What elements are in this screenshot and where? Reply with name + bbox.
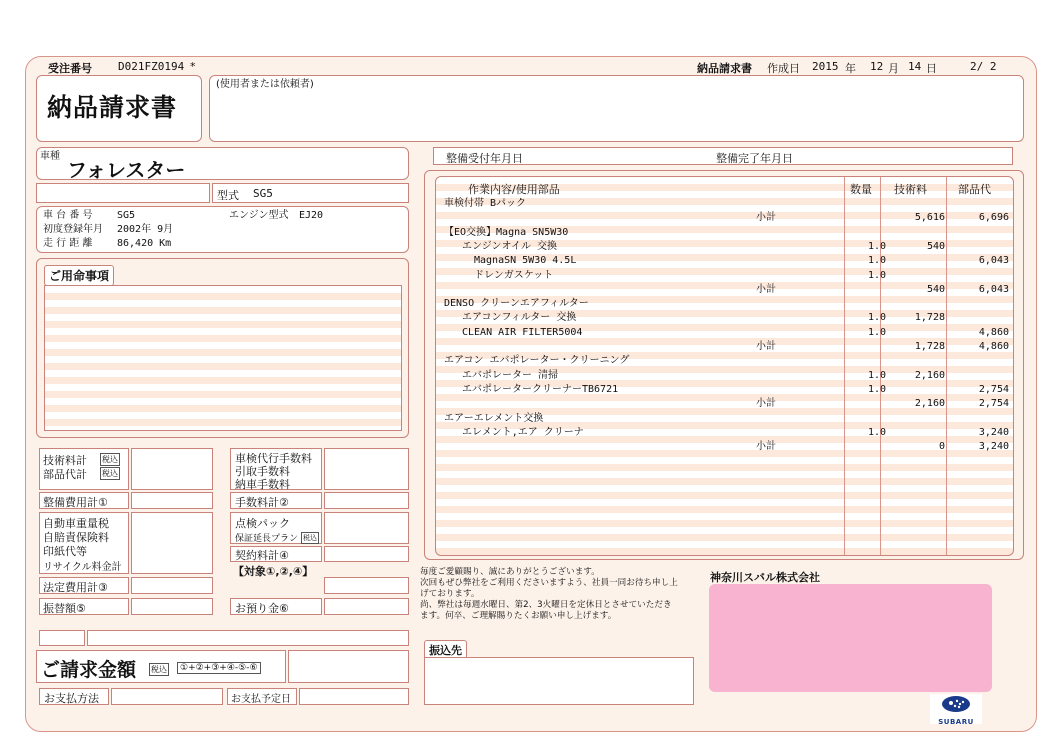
logo-text: SUBARU: [938, 718, 974, 726]
chassis-value: SG5: [117, 210, 136, 221]
legal-total-label-box: [39, 577, 129, 594]
table-row: [436, 440, 1013, 454]
quantity-cell: 1.0: [867, 269, 886, 281]
payment-due-label: お支払予定日: [231, 694, 291, 705]
requests-area[interactable]: [44, 285, 402, 431]
company-name: 神奈川スバル株式会社: [710, 571, 820, 584]
quantity-cell: 1.0: [867, 240, 886, 252]
fee-total-label-box: [230, 492, 322, 509]
table-row: [436, 283, 1013, 297]
requests-label: ご用命事項: [44, 265, 114, 286]
work-item-name: ドレンガスケット: [474, 269, 554, 281]
subaru-emblem-icon: [930, 694, 982, 714]
fee-total-label: 手数料計②: [235, 496, 289, 509]
subaru-logo: [930, 694, 982, 724]
completed-date-label: 整備完了年月日: [716, 152, 793, 165]
header-tech: 技術料: [894, 183, 927, 196]
payment-due-label-box: [227, 688, 297, 705]
parts-cost-cell: 2,754: [978, 398, 1009, 410]
quantity-cell: 1.0: [867, 255, 886, 267]
legal-total-value[interactable]: [131, 577, 213, 594]
blank-field: [36, 183, 210, 203]
first-reg-label: 初度登録年月: [43, 224, 103, 235]
tech-parts-value-box[interactable]: [131, 448, 213, 490]
received-date-label: 整備受付年月日: [446, 152, 523, 165]
table-row: [436, 211, 1013, 225]
tax-incl-badge: 税込: [151, 665, 167, 674]
liability-ins-label: 自賠責保険料: [43, 531, 109, 544]
fees-label-box: [230, 448, 322, 490]
subtotal-label: 小計: [756, 441, 776, 453]
thanks-line: 尚、弊社は毎週水曜日、第2、3火曜日を定休日とさせていただき: [420, 600, 672, 610]
fees-value-box[interactable]: [324, 448, 409, 490]
doc-title-small: 納品請求書: [697, 62, 752, 75]
table-row: [436, 311, 1013, 325]
created-month: 12: [870, 60, 884, 73]
transfer-value[interactable]: [131, 598, 213, 615]
tech-fee-cell: 2,160: [914, 398, 945, 410]
quantity-cell: 1.0: [867, 383, 886, 395]
parts-cost-cell: 4,860: [978, 326, 1009, 338]
mileage-label: 走 行 距 離: [43, 238, 93, 249]
tech-fee-cell: 2,160: [914, 369, 945, 381]
table-row: [436, 254, 1013, 268]
deposit-label-box: [230, 598, 322, 615]
title-box: [36, 75, 202, 142]
table-row: [436, 354, 1013, 368]
quantity-cell: 1.0: [867, 312, 886, 324]
quantity-cell: 1.0: [867, 326, 886, 338]
transfer-label-box: [39, 598, 129, 615]
pickup-fee-label: 引取手数料: [235, 465, 290, 478]
billing-amount[interactable]: [288, 650, 409, 683]
stamp-fee-label: 印紙代等: [43, 545, 87, 558]
contract-items-value-box[interactable]: [324, 512, 409, 544]
tech-fee-cell: 1,728: [914, 312, 945, 324]
contract-items-label-box: [230, 512, 322, 544]
tech-parts-label-box: [39, 448, 129, 490]
thanks-line: 毎度ご愛顧賜り、誠にありがとうございます。: [420, 567, 600, 577]
inspection-pack-label: 点検パック: [235, 517, 290, 530]
contract-total-label-box: [230, 546, 322, 562]
deposit-label: お預り金⑥: [235, 602, 289, 615]
tech-fee-cell: 540: [926, 240, 945, 252]
order-mark: *: [190, 60, 196, 73]
billing-formula: ①+②+③+④-⑤-⑥: [177, 662, 261, 674]
tech-fee-cell: 540: [926, 283, 945, 295]
created-year: 2015: [812, 60, 839, 73]
work-item-name: DENSO クリーンエアフィルター: [444, 298, 589, 310]
work-item-name: エレメント,エア クリーナ: [462, 426, 584, 438]
deposit-value[interactable]: [324, 598, 409, 615]
blank-field: [87, 630, 409, 646]
legal-total-label: 法定費用計③: [43, 581, 108, 594]
dates-box: [433, 147, 1013, 165]
payment-due-value[interactable]: [299, 688, 409, 705]
work-item-name: CLEAN AIR FILTER5004: [462, 326, 583, 338]
legal-items-label-box: [39, 512, 129, 574]
created-day: 14: [908, 60, 922, 73]
weight-tax-label: 自動車重量税: [43, 517, 109, 530]
parts-cost-cell: 6,043: [978, 255, 1009, 267]
model-label: 型式: [217, 189, 239, 202]
header-parts: 部品代: [958, 183, 991, 196]
work-item-name: エバポレータークリーナーTB6721: [462, 383, 619, 395]
tech-fee-cell: 5,616: [914, 212, 945, 224]
work-item-name: エバポレーター 清掃: [462, 369, 559, 381]
work-item-name: 車検付帯 Bパック: [444, 198, 527, 209]
target-note: 【対象①,②,④】: [233, 565, 314, 578]
work-table: [435, 176, 1014, 556]
thanks-line: げております。: [420, 589, 480, 599]
maintenance-total-label-box: [39, 492, 129, 509]
work-item-name: エアーエレメント交換: [444, 412, 544, 424]
billing-label: ご請求金額: [41, 659, 137, 681]
mileage-value: 86,420 Km: [117, 238, 172, 249]
parts-cost-cell: 6,043: [978, 283, 1009, 295]
work-item-name: 【EO交換】Magna SN5W30: [444, 226, 569, 238]
header-qty: 数量: [850, 183, 872, 196]
tax-incl-badge: 税込: [303, 534, 317, 542]
table-row: [436, 340, 1013, 354]
created-label: 作成日: [767, 62, 800, 75]
table-row: [436, 397, 1013, 411]
parts-cost-cell: 3,240: [978, 426, 1009, 438]
warranty-ext-label: 保証延長プラン: [235, 534, 299, 544]
vehicle-type-box: [36, 147, 409, 180]
parts-cost-cell: 6,696: [978, 212, 1009, 224]
header-work-name: 作業内容/使用部品: [468, 183, 560, 196]
blank-value: [324, 577, 409, 594]
blank-label: [39, 630, 85, 646]
billing-label-box: [36, 650, 286, 683]
parts-cost-cell: 4,860: [978, 341, 1009, 352]
table-row: [436, 412, 1013, 426]
tech-fee-cell: 1,728: [914, 341, 945, 352]
work-item-name: エアコンフィルター 交換: [462, 312, 577, 324]
payment-method-value[interactable]: [111, 688, 223, 705]
fee-total-value[interactable]: [324, 492, 409, 509]
page-title: 納品請求書: [47, 93, 178, 122]
parts-cost-cell: 3,240: [978, 441, 1009, 453]
table-row: [436, 326, 1013, 340]
payment-method-label-box: [39, 688, 109, 705]
quantity-cell: 1.0: [867, 426, 886, 438]
order-number: D021FZ0194: [118, 60, 185, 73]
recycle-fee-label: リサイクル料金計: [43, 562, 122, 573]
model-value: SG5: [253, 187, 273, 200]
payment-method-label: お支払方法: [44, 692, 99, 705]
table-row: [436, 297, 1013, 311]
vehicle-type-label: 車種: [40, 151, 60, 162]
delivery-fee-label: 納車手数料: [235, 478, 290, 491]
day-label: 日: [926, 62, 937, 75]
parts-total-label: 部品代計: [43, 468, 87, 481]
thanks-message: [420, 567, 710, 622]
engine-value: EJ20: [299, 210, 324, 221]
tech-fee-cell: 0: [938, 441, 945, 453]
inspection-agency-label: 車検代行手数料: [235, 452, 312, 465]
thanks-line: 次回もぜひ弊社をご利用くださいますよう、社員一同お待ち申し上: [420, 578, 678, 588]
table-row: [436, 369, 1013, 383]
subtotal-label: 小計: [756, 212, 776, 224]
maintenance-total-value[interactable]: [131, 492, 213, 509]
month-label: 月: [888, 62, 899, 75]
tax-incl-badge: 税込: [102, 455, 118, 464]
contract-total-label: 契約料計④: [235, 549, 289, 562]
work-item-name: MagnaSN 5W30 4.5L: [474, 255, 577, 267]
work-item-name: エアコン エバポレーター・クリーニング: [444, 355, 630, 367]
year-label: 年: [845, 62, 856, 75]
maintenance-total-label: 整備費用計①: [43, 496, 108, 509]
chassis-label: 車 台 番 号: [43, 210, 93, 221]
engine-label: エンジン型式: [229, 210, 289, 221]
parts-cost-cell: 2,754: [978, 383, 1009, 395]
user-box-label: (使用者または依頼者): [216, 79, 314, 90]
tax-incl-badge: 税込: [102, 469, 118, 478]
contract-total-value[interactable]: [324, 546, 409, 562]
quantity-cell: 1.0: [867, 369, 886, 381]
order-number-label: 受注番号: [48, 62, 92, 75]
model-box: [212, 183, 409, 203]
subtotal-label: 小計: [756, 398, 776, 410]
subtotal-label: 小計: [756, 341, 776, 352]
table-row: [436, 240, 1013, 254]
subtotal-label: 小計: [756, 283, 776, 295]
table-row: [436, 226, 1013, 240]
redacted-company-info: [709, 584, 992, 692]
tech-total-label: 技術料計: [43, 454, 87, 467]
user-box[interactable]: [209, 75, 1024, 142]
first-reg-value: 2002年 9月: [117, 224, 174, 235]
vehicle-type-value: フォレスター: [67, 158, 186, 182]
table-row: [436, 269, 1013, 283]
legal-items-value-box[interactable]: [131, 512, 213, 574]
table-row: [436, 197, 1013, 211]
bank-label: 振込先: [424, 640, 467, 660]
work-item-name: エンジンオイル 交換: [462, 240, 558, 252]
table-row: [436, 426, 1013, 440]
thanks-line: ます。何卒、ご理解賜りたくお願い申し上げます。: [420, 611, 617, 621]
transfer-label: 振替額⑤: [43, 602, 86, 615]
vehicle-details-box: [36, 206, 409, 253]
table-row: [436, 383, 1013, 397]
bank-details[interactable]: [424, 657, 694, 705]
page-number: 2/ 2: [970, 60, 997, 73]
